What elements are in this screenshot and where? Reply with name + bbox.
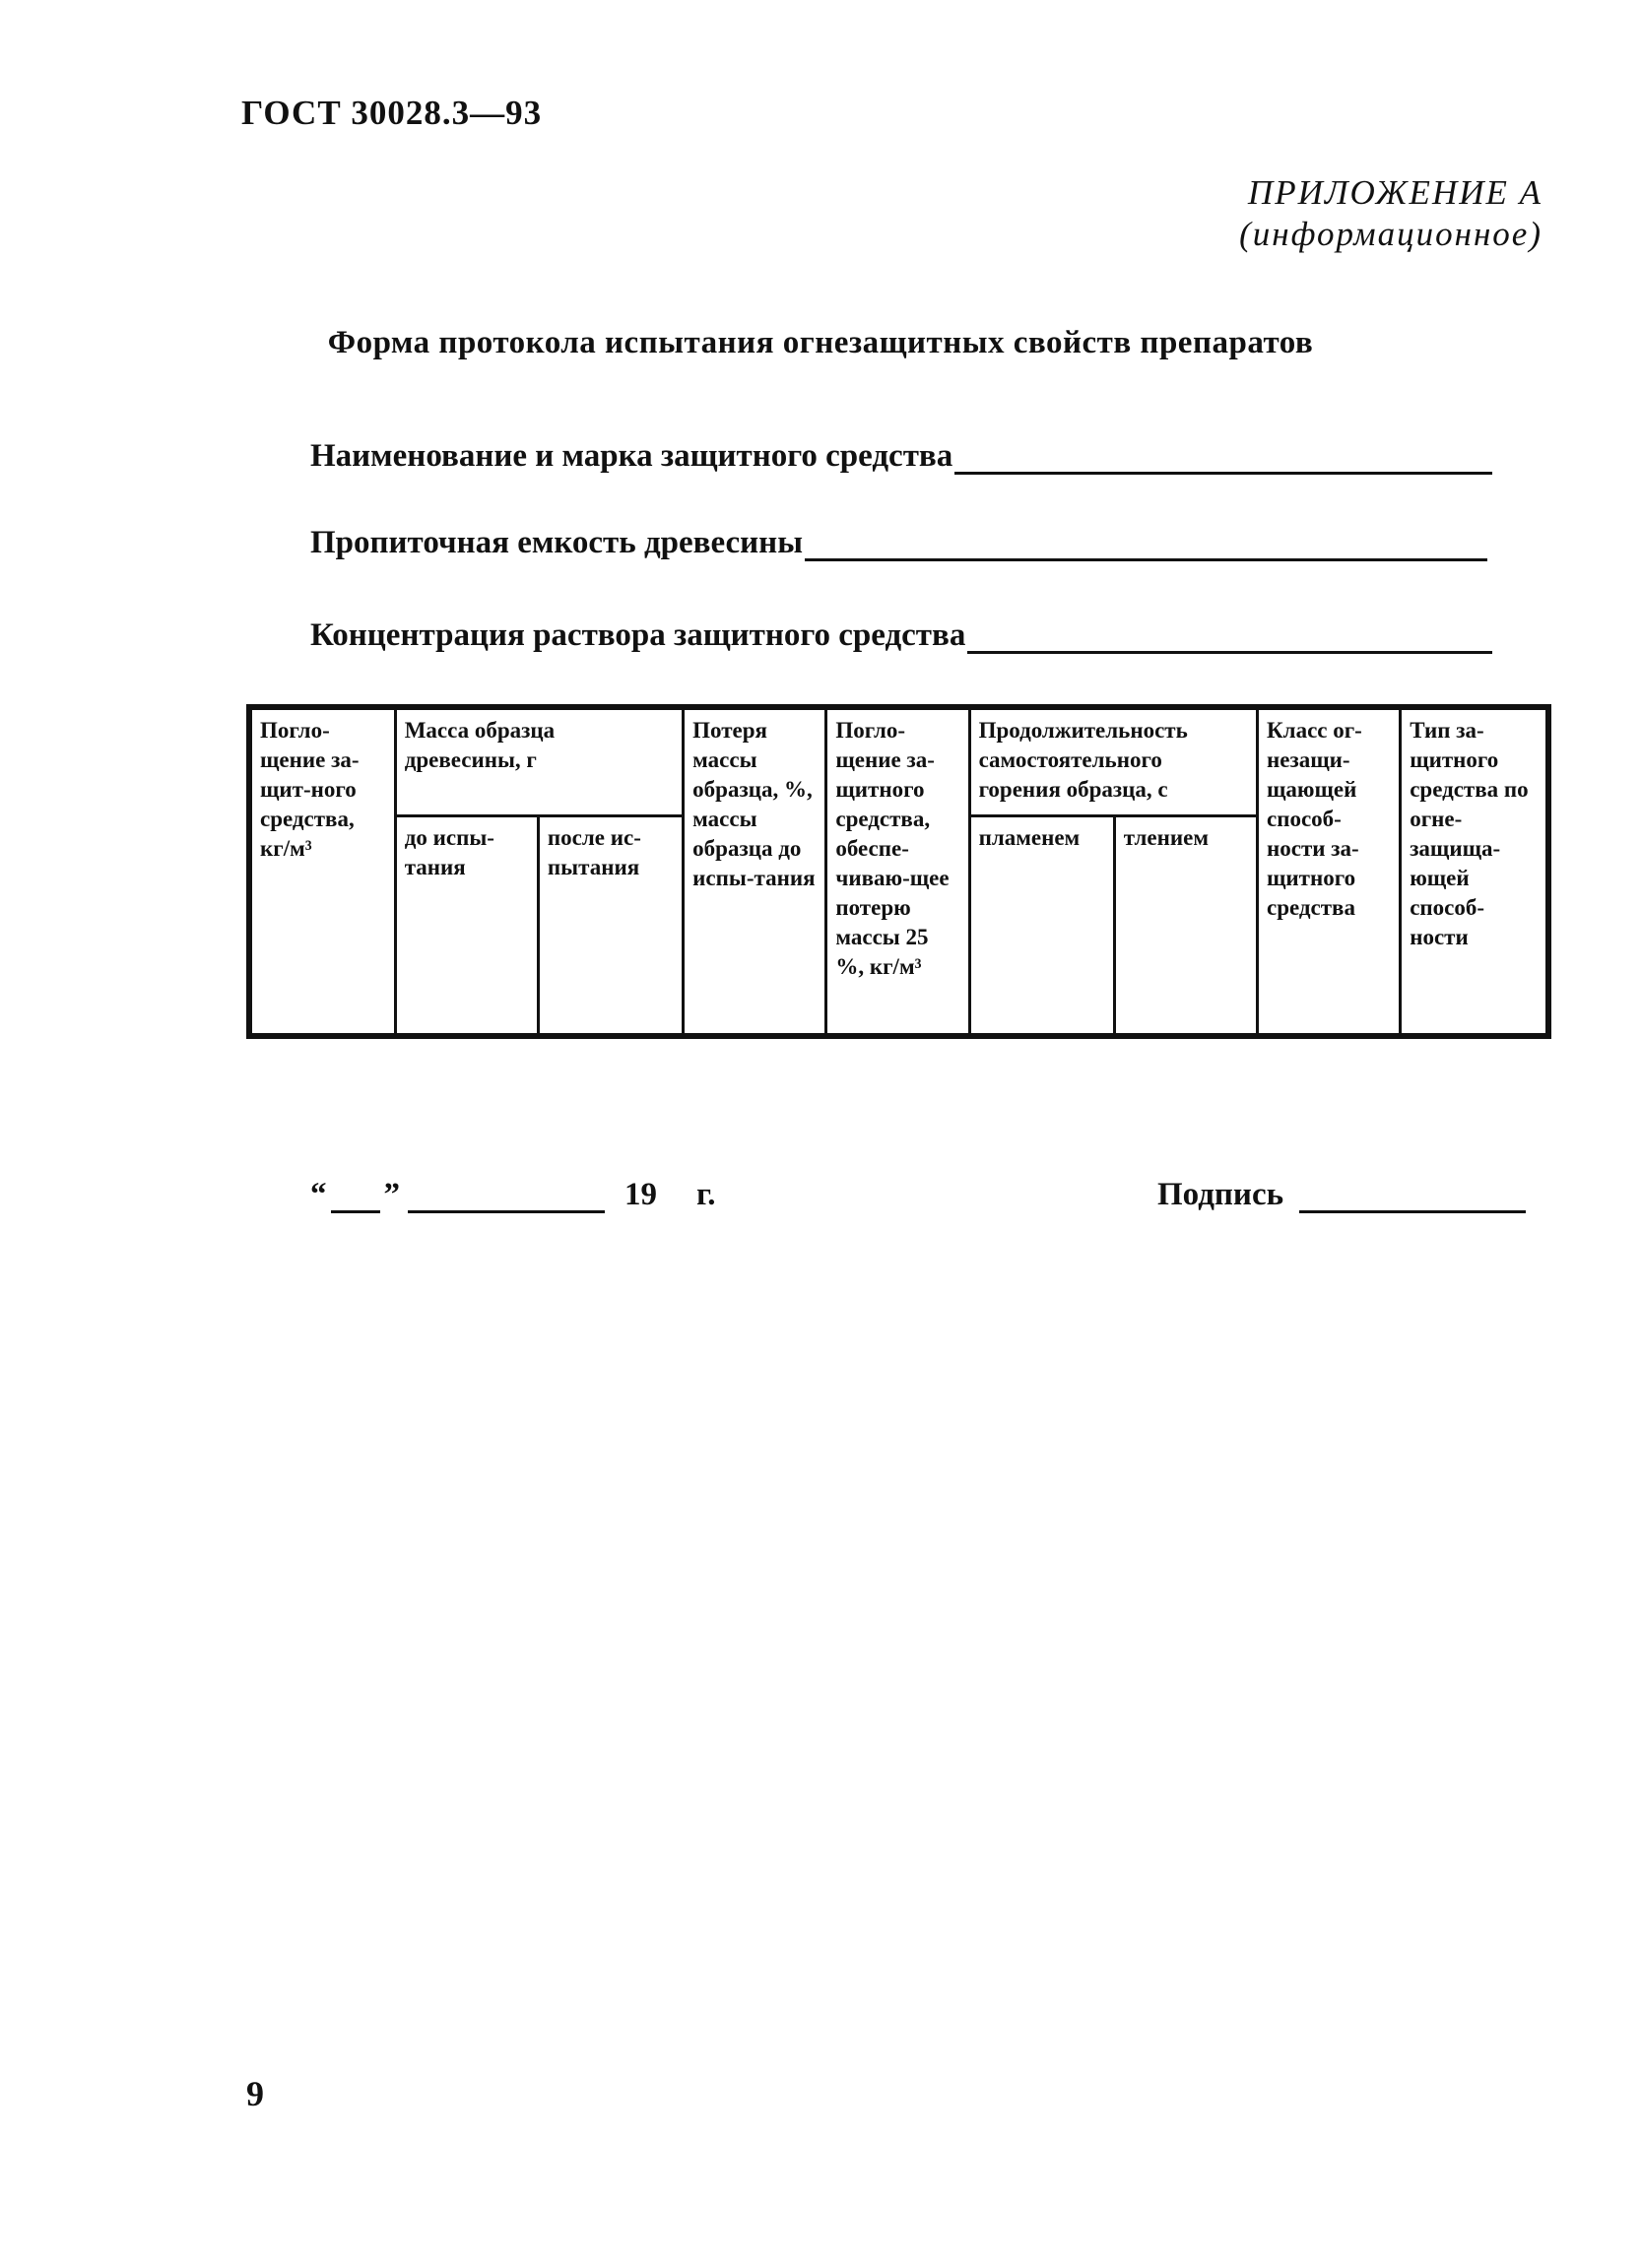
header-mass-before: до испы-тания bbox=[395, 815, 538, 1036]
field-name-blank[interactable] bbox=[954, 442, 1492, 475]
header-type: Тип за-щитного средства по огне-защища-ющей способ-ности bbox=[1401, 707, 1548, 1036]
day-blank[interactable] bbox=[331, 1183, 380, 1213]
quote-close: ” bbox=[383, 1177, 400, 1212]
header-absorption: Погло-щение за-щит-ного средства, кг/м³ bbox=[249, 707, 395, 1036]
quote-open: “ bbox=[310, 1177, 327, 1212]
year-suffix: г. bbox=[696, 1177, 716, 1212]
field-concentration-label: Концентрация раствора защитного средства bbox=[310, 617, 966, 653]
header-mass: Масса образца древесины, г bbox=[395, 707, 683, 815]
month-blank[interactable] bbox=[408, 1183, 605, 1213]
standard-number: ГОСТ 30028.3—93 bbox=[241, 94, 543, 132]
field-concentration bbox=[310, 617, 1492, 654]
form-title: Форма протокола испытания огнезащитных свойств препаратов bbox=[327, 325, 1314, 360]
signature-label: Подпись bbox=[1157, 1177, 1284, 1212]
date-line bbox=[310, 1177, 716, 1213]
appendix-title: ПРИЛОЖЕНИЕ А bbox=[1247, 173, 1543, 212]
field-capacity-blank[interactable] bbox=[805, 529, 1487, 561]
page-number: 9 bbox=[246, 2074, 264, 2113]
field-name-label: Наименование и марка защитного средства bbox=[310, 438, 953, 474]
header-class: Класс ог-незащи-щающей способ-ности за-щитного средства bbox=[1257, 707, 1400, 1036]
field-name bbox=[310, 438, 1492, 475]
header-mass-after: после ис-пытания bbox=[538, 815, 683, 1036]
appendix-subtitle: (информационное) bbox=[1239, 215, 1543, 253]
appendix-heading bbox=[1239, 172, 1543, 255]
protocol-table bbox=[246, 704, 1551, 1039]
header-absorption-25: Погло-щение за-щитного средства, обеспе-чиваю-щее потерю массы 25 %, кг/м³ bbox=[826, 707, 969, 1036]
header-duration: Продолжительность самостоятельного горения образца, с bbox=[969, 707, 1257, 815]
year-prefix: 19 bbox=[624, 1177, 657, 1212]
header-smolder: тлением bbox=[1114, 815, 1257, 1036]
field-capacity-label: Пропиточная емкость древесины bbox=[310, 525, 803, 560]
signature-line bbox=[1157, 1177, 1526, 1213]
field-concentration-blank[interactable] bbox=[967, 621, 1492, 654]
field-capacity bbox=[310, 525, 1487, 561]
signature-blank[interactable] bbox=[1299, 1183, 1526, 1213]
header-loss: Потеря массы образца, %, массы образца до испы-тания bbox=[684, 707, 826, 1036]
header-flame: пламенем bbox=[969, 815, 1114, 1036]
